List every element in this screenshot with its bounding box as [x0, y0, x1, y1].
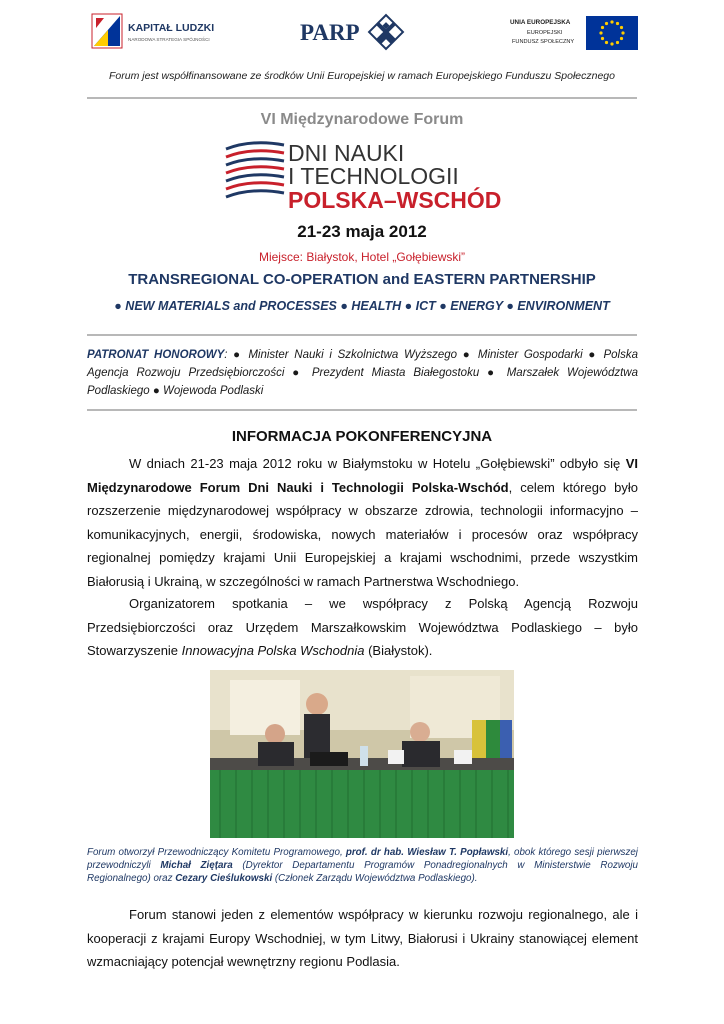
divider — [87, 409, 637, 411]
para3-text: Forum stanowi jeden z elementów współpracy w kierunku rozwoju regionalnego, ale i kooperacji z krajami Europy Wschodniej, w tym Litwy, Białorusi i Ukrainy stanowiącej element wzmacniający potencjał wewnętrzny regionu Podlasia. — [87, 907, 638, 969]
para1-text-b: , celem którego było rozszerzenie międzynarodowej współpracy w obszarze zdrowia, technologii informacyjno – komunikacyjnych, energii, środowiska, nowych materiałów i procesów oraz współpracy regionalnej pomiędzy krajami Unii Europejskiej a krajami wschodnimi, przede wszystkim Białorusią i Ukrainą, w szczególności w ramach Partnerstwa Wschodniego. — [87, 479, 639, 589]
eu-star — [599, 31, 602, 34]
eu-logo — [510, 14, 640, 52]
eu-flag-icon — [510, 14, 640, 52]
eu-star — [620, 26, 623, 29]
banner-line3: POLSKA–WSCHÓD — [288, 187, 502, 213]
banner-graphic — [224, 135, 502, 217]
caption-text-1: Forum otworzył Przewodniczący Komitetu Programowego, — [87, 847, 346, 858]
ue-line2: EUROPEJSKI — [527, 30, 563, 36]
header-logos — [0, 0, 724, 62]
paragraph-intro — [87, 452, 638, 593]
parp-icon — [300, 12, 415, 52]
eu-star — [605, 41, 608, 44]
paragraph-conclusion — [87, 903, 638, 974]
event-place: Miejsce: Białystok, Hotel „Gołębiewski” — [258, 250, 466, 264]
para2-text-a: Organizatorem spotkania – we współpracy z Polską Agencją Rozwoju Przedsiębiorczości oraz Urzędem Marszałkowskim Województwa Podlaskiego – było Stowarzyszenie — [87, 596, 638, 658]
eu-star — [620, 37, 623, 40]
para1-text-a: W dniach 21-23 maja 2012 roku w Białymstoku w Hotelu „Gołębiewski” odbyło się — [129, 456, 626, 471]
forum-banner — [224, 135, 502, 217]
kapital-ludzki-icon — [90, 10, 225, 54]
patronage-label: PATRONAT HONOROWY — [87, 349, 225, 361]
eu-star — [610, 20, 613, 23]
kapital-ludzki-logo — [90, 10, 225, 54]
cofinance-note: Forum jest współfinansowane ze środków Unii Europejskiej w ramach Europejskiego Funduszu Społecznego — [108, 70, 615, 82]
ue-line1: UNIA EUROPEJSKA — [510, 19, 571, 26]
conference-photo-image — [210, 670, 514, 838]
eu-star — [601, 37, 604, 40]
caption-text-2: , obok którego sesji pierwszej przewodniczyli — [87, 847, 638, 872]
divider — [87, 97, 637, 99]
kl-title: KAPITAŁ LUDZKI — [128, 22, 215, 34]
divider — [87, 334, 637, 336]
caption-text-3: (Dyrektor Departamentu Programów Ponadregionalnych w Ministerstwie Rozwoju Regionalnego) oraz — [87, 860, 638, 885]
photo-caption — [87, 846, 638, 886]
paragraph-organizer — [87, 592, 638, 663]
eu-star — [621, 31, 624, 34]
section-heading: INFORMACJA POKONFERENCYJNA — [231, 428, 493, 445]
caption-name-3: Cezary Cieślukowski — [175, 873, 273, 885]
eu-star — [601, 26, 604, 29]
banner-line2: I TECHNOLOGII — [288, 163, 459, 189]
parp-logo — [300, 12, 415, 52]
caption-text-4: (Członek Zarządu Województwa Podlaskiego). — [272, 873, 478, 885]
para1-forum-name: VI Międzynarodowe Forum Dni Nauki i Technologii Polska-Wschód — [87, 456, 638, 495]
patronage-text: : ● Minister Nauki i Szkolnictwa Wyższego ● Minister Gospodarki ● Polska Agencja Rozwoju Przedsiębiorczości ● Prezydent Miasta Białegostoku ● Marszałek Województwa Podlaskiego ● Wojewoda Podlaski — [87, 349, 638, 397]
eu-star — [605, 22, 608, 25]
para2-text-b: (Białystok). — [364, 643, 433, 658]
ue-line3: FUNDUSZ SPOŁECZNY — [512, 39, 575, 45]
caption-name-2: Michał Zięțara — [160, 860, 233, 872]
eu-star — [616, 22, 619, 25]
eu-star — [610, 42, 613, 45]
parp-name: PARP — [300, 20, 360, 45]
kl-subtitle: NARODOWA STRATEGIA SPÓJNOŚCI — [128, 37, 210, 42]
banner-line1: DNI NAUKI — [288, 140, 405, 166]
honorary-patronage — [87, 346, 638, 400]
conference-photo — [210, 670, 514, 838]
caption-name-1: prof. dr hab. Wiesław T. Popławski — [345, 847, 509, 858]
event-topics: ● NEW MATERIALS and PROCESSES ● HEALTH ● ICT ● ENERGY ● ENVIRONMENT — [114, 299, 610, 313]
eu-star — [616, 41, 619, 44]
para2-organizer-name: Innowacyjna Polska Wschodnia — [181, 643, 365, 658]
event-theme: TRANSREGIONAL CO-OPERATION and EASTERN PARTNERSHIP — [128, 271, 596, 288]
event-dates: 21-23 maja 2012 — [297, 222, 427, 241]
forum-title: VI Międzynarodowe Forum — [260, 111, 464, 128]
